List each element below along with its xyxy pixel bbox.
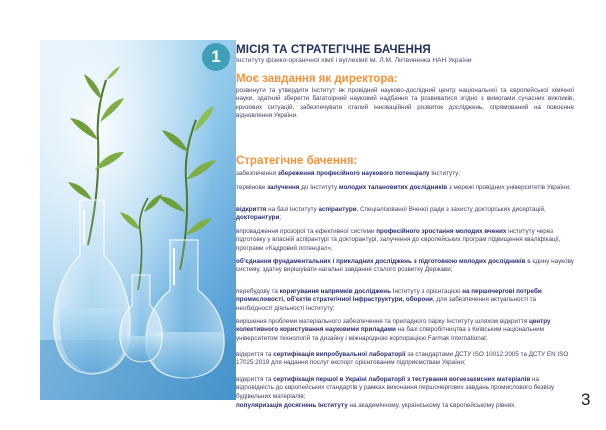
vision-text: забезпечення: [236, 170, 278, 177]
task-paragraph: розвинути та утвердити Інститут як провідний науково-дослідний центр національної та європейської хімічної науки, здатний зберегти багатоірний науковий надбання та розвиватися згідно з вимогами сучасних викликів, кризових ситуацій, забезпечувати сталий інноваційний розвиток досліджень, спрямований на повоєнне відновлення України.: [236, 87, 574, 119]
vision-text: перебудову та: [236, 288, 280, 295]
vision-bold-phrase: сертифікація випробувальної лабораторії: [273, 351, 406, 358]
page-number: 3: [581, 390, 591, 409]
vision-text: в єдину наукову систему, здатну вирішувати нагальні завдання сталого розвитку Держави;: [236, 258, 574, 274]
vision-text: вирішення проблеми матеріального забезпечення та приладного парку Інституту шляхом відкриття: [236, 318, 529, 325]
vision-bold-phrase: аспірантури: [318, 206, 357, 213]
vision-bold-phrase: популяризація досягнень Інституту: [236, 402, 348, 409]
vision-text: ;: [279, 214, 282, 222]
vision-text: Інституту з орієнтацією: [390, 288, 463, 295]
vision-item: [236, 206, 574, 223]
vision-bold-phrase: збереження професійного наукового потенціалу: [277, 170, 430, 177]
section-number-badge: 1: [202, 43, 230, 71]
vision-text: за стандартами ДСТУ ISO 10012:2005 та ДСТУ EN ISO 17025:2019 для надання послуг експорт орієнтованим підприємствам України;: [236, 351, 569, 367]
lab-flasks-plants-photo: [40, 40, 236, 400]
vision-text: інституту через підготовку у власній аспірантурі та докторантурі, залучення до європейських програм підвищення кваліфікації, програми «Кадровий потенціал»;: [236, 228, 561, 252]
vision-bold-phrase: сертифікація першої в Україні лабораторії з тестування вогнезахисних матеріалів: [273, 376, 531, 383]
vision-text: на базі співробітництва з Київським національним університетом технологій та дизайну і міжнародною корпорацією Farmak International;: [236, 326, 544, 342]
vision-bold-phrase: відкриття: [236, 206, 267, 213]
vision-item: [236, 258, 574, 275]
vision-text: відкриття та: [236, 351, 274, 358]
page-title: МІСІЯ ТА СТРАТЕГІЧНЕ БАЧЕННЯ: [236, 43, 431, 56]
vision-item: [236, 376, 574, 401]
vision-item: [236, 170, 574, 178]
vision-bold-phrase: об'єднання фундаментальних і прикладних досліджень з підготовкою молодих дослідників: [236, 258, 526, 265]
vision-item: [236, 228, 574, 253]
vision-text: на академічному, українському та європейському рівнях.: [347, 402, 517, 409]
vision-bold-phrase: залучення: [267, 184, 300, 191]
vision-bold-phrase: професійного зростання молодих вчених: [376, 228, 507, 235]
vision-text: з мережі провідних університетів України;: [447, 184, 571, 191]
vision-text: термінове: [236, 184, 268, 191]
vision-text: , Спеціалізованої Вченої ради з захисту докторських дисертацій,: [356, 206, 546, 213]
vision-text: на відповідність до європейських стандартів у рамках виконання першочергових завдань промислового безвізу будівельних матеріалів;: [236, 376, 555, 400]
vision-text: на базі Інституту: [266, 206, 319, 213]
page-subtitle: Інституту фізико-органічної хімії і вуглехімії ім. Л.М. Литвиненка НАН України: [236, 57, 472, 64]
vision-text: , для забезпечення актуальності та необхідності діяльності Інституту;: [236, 296, 536, 312]
vision-item: [236, 351, 574, 368]
vision-bold-phrase: молодих талановитих дослідників: [338, 184, 448, 191]
vision-text: відкриття та: [236, 376, 274, 383]
vision-bold-phrase: докторантури: [236, 214, 280, 222]
vision-text: Інституту;: [429, 170, 460, 177]
vision-item: [236, 288, 574, 313]
vision-heading: Стратегічне бачення:: [236, 155, 358, 167]
lab-flasks-illustration: [40, 40, 236, 400]
vision-item: [236, 318, 574, 343]
vision-bold-phrase: центру колективного користування науковими приладами: [236, 318, 551, 334]
vision-bold-phrase: коригування напрямків досліджень: [279, 288, 391, 295]
vision-item: [236, 402, 574, 410]
task-heading: Моє завдання як директора:: [236, 73, 398, 85]
vision-text: до Інституту: [299, 184, 339, 191]
vision-text: впровадження прозорої та ефективної системи: [236, 228, 377, 235]
vision-bold-phrase: на першочергові потреби промисловості, об'єктів стратегічної інфраструктури, оборони: [236, 288, 542, 304]
vision-item: [236, 184, 574, 192]
